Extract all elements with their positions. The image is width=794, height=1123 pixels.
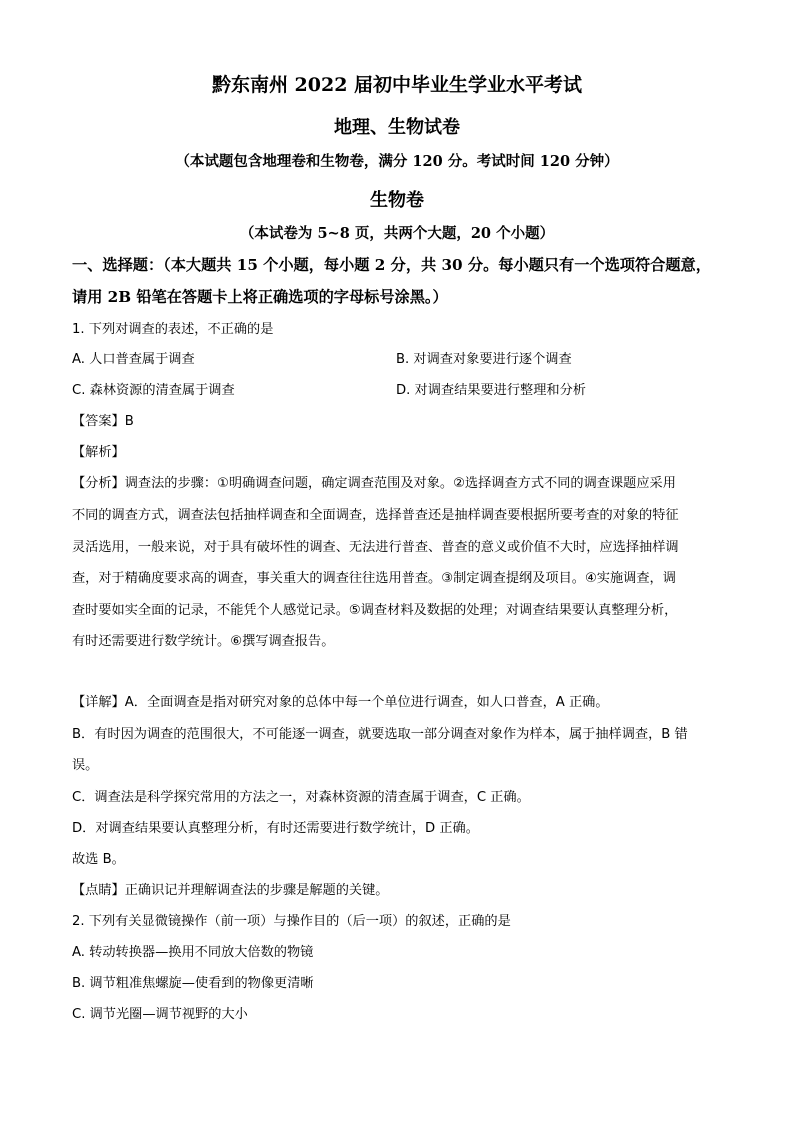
analysis-line: 有时还需要进行数学统计。⑥撰写调查报告。 bbox=[72, 634, 335, 649]
question-2-option-a: A. 转动转换器—换用不同放大倍数的物镜 bbox=[72, 945, 314, 960]
question-2-stem: 2. 下列有关显微镜操作（前一项）与操作目的（后一项）的叙述，正确的是 bbox=[72, 914, 511, 929]
question-1-option-c: C. 森林资源的清查属于调查 bbox=[72, 383, 235, 398]
section-title: 生物卷 bbox=[370, 190, 424, 211]
part-one-heading-line1: 一、选择题：（本大题共 15 个小题，每小题 2 分，共 30 分。每小题只有一个选项符合题意， bbox=[72, 256, 711, 274]
exam-subtitle: 地理、生物试卷 bbox=[334, 117, 460, 138]
detail-line: 故选 B。 bbox=[72, 852, 125, 867]
exam-note: （本试题包含地理卷和生物卷，满分 120 分。考试时间 120 分钟） bbox=[175, 153, 619, 170]
question-1-option-b: B. 对调查对象要进行逐个调查 bbox=[396, 352, 572, 367]
detail-line: B．有时因为调查的范围很大，不可能逐一调查，就要选取一部分调查对象作为样本，属于抽样调查，B 错 bbox=[72, 727, 688, 742]
question-2-option-b: B. 调节粗准焦螺旋—使看到的物像更清晰 bbox=[72, 976, 314, 991]
analysis-line: 【分析】调查法的步骤：①明确调查问题，确定调查范围及对象。②选择调查方式不同的调查课题应采用 bbox=[72, 476, 676, 491]
question-1-tip: 【点睛】正确识记并理解调查法的步骤是解题的关键。 bbox=[72, 883, 389, 898]
exam-title: 黔东南州 2022 届初中毕业生学业水平考试 bbox=[211, 74, 583, 96]
question-1-stem: 1. 下列对调查的表述，不正确的是 bbox=[72, 322, 274, 337]
question-1-option-d: D. 对调查结果要进行整理和分析 bbox=[396, 383, 586, 398]
analysis-line: 灵活选用，一般来说，对于具有破坏性的调查、无法进行普查、普查的意义或价值不大时，应选择抽样调 bbox=[72, 540, 679, 555]
question-1-analysis-label: 【解析】 bbox=[72, 445, 125, 460]
detail-line: 误。 bbox=[72, 758, 99, 773]
detail-line: D．对调查结果要认真整理分析，有时还需要进行数学统计，D 正确。 bbox=[72, 821, 479, 836]
detail-line: 【详解】A．全面调查是指对研究对象的总体中每一个单位进行调查，如人口普查，A 正确。 bbox=[72, 695, 609, 710]
analysis-line: 查时要如实全面的记录，不能凭个人感觉记录。⑤调查材料及数据的处理；对调查结果要认真整理分析， bbox=[72, 603, 678, 618]
detail-line: C．调查法是科学探究常用的方法之一，对森林资源的清查属于调查，C 正确。 bbox=[72, 790, 530, 805]
analysis-line: 不同的调查方式，调查法包括抽样调查和全面调查，选择普查还是抽样调查要根据所要考查的对象的特征 bbox=[72, 508, 679, 523]
analysis-line: 查，对于精确度要求高的调查，事关重大的调查往往选用普查。③制定调查提纲及项目。④实施调查，调 bbox=[72, 571, 676, 586]
question-2-option-c: C. 调节光圈—调节视野的大小 bbox=[72, 1007, 248, 1022]
question-1-option-a: A. 人口普查属于调查 bbox=[72, 352, 195, 367]
question-1-answer: 【答案】B bbox=[72, 414, 134, 429]
part-one-heading-line2: 请用 2B 铅笔在答题卡上将正确选项的字母标号涂黑。） bbox=[72, 288, 448, 306]
section-note: （本试卷为 5~8 页，共两个大题，20 个小题） bbox=[239, 225, 555, 242]
